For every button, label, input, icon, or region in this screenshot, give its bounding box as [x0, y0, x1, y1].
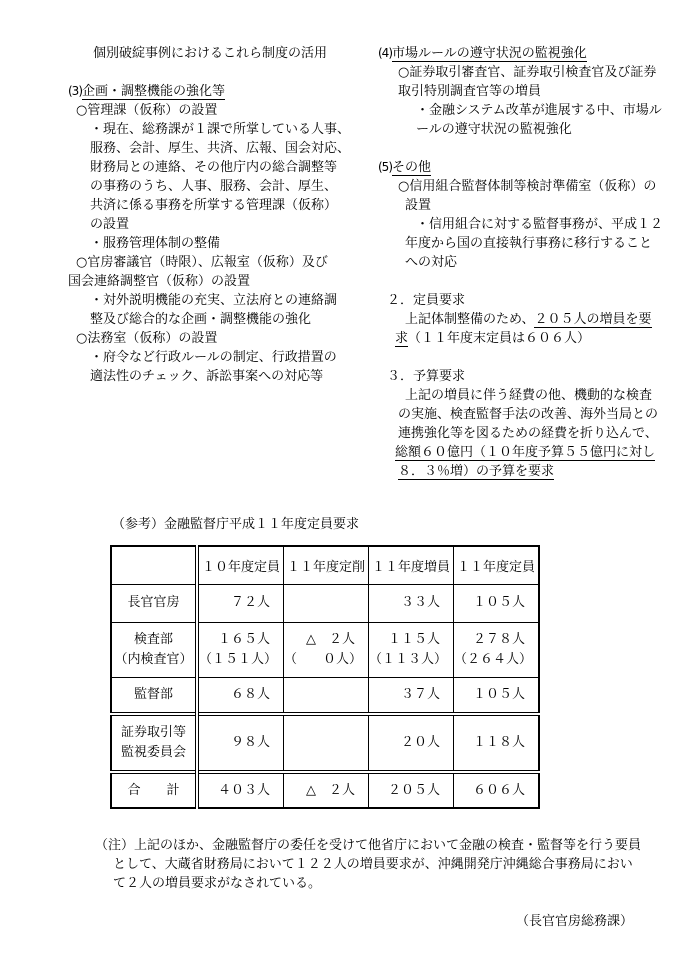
text-line	[378, 196, 682, 215]
text-line	[378, 443, 682, 462]
value-cell: ６０６人	[454, 772, 540, 808]
text-line	[378, 234, 682, 253]
text-segment: ○官房審議官（時限）、広報室（仮称）及び	[76, 255, 328, 270]
value-cell: ４０３人	[197, 772, 284, 808]
text-segment: 服務、会計、厚生、共済、広報、国会対応、	[90, 141, 351, 156]
text-segment: の設置	[90, 217, 130, 232]
text-segment: 適法性のチェック、訴訟事案への対応等	[90, 369, 324, 384]
text-segment: ○証券取引審査官、証券取引検査官及び証券	[398, 65, 657, 80]
row-label-cell: 監督部	[111, 677, 197, 714]
row-label-cell: 合 計	[111, 772, 197, 808]
text-line	[378, 367, 682, 386]
text-segment: 連携強化等を図るための経費を折り込んで、	[398, 426, 658, 441]
text-line	[60, 63, 376, 82]
text-segment: 取引特別調査官等の増員	[398, 84, 542, 99]
text-segment: 求	[395, 331, 409, 346]
text-segment: 個別破綻事例におけるこれら制度の活用	[93, 46, 328, 61]
text-line	[60, 348, 376, 367]
text-line	[378, 424, 682, 443]
value-cell: ３７人	[369, 677, 454, 714]
staffing-request-table	[110, 545, 540, 809]
list-marker: (4)	[378, 46, 392, 60]
text-segment: 総額６０億円（１０年度予算５５億円に対し	[395, 445, 656, 460]
text-segment: その他	[392, 160, 432, 175]
text-line	[60, 367, 376, 386]
table-header-cell: １０年度定員	[197, 546, 284, 584]
text-line	[60, 158, 376, 177]
text-segment: 国会連絡調整官（仮称）の設置	[68, 274, 251, 289]
text-segment: ールの遵守状況の監視強化	[416, 122, 572, 137]
value-cell: ２０人	[369, 714, 454, 772]
value-cell: ９８人	[197, 714, 284, 772]
text-segment: 市場ルールの遵守状況の監視強化	[392, 46, 587, 61]
signature: （長官官房総務課）	[516, 914, 634, 929]
text-line	[60, 139, 376, 158]
footnote	[95, 836, 655, 893]
table-caption: （参考）金融監督庁平成１１年度定員要求	[112, 517, 360, 532]
value-cell: １６５人 （１５１人）	[197, 622, 284, 677]
value-cell: ３３人	[369, 584, 454, 622]
row-label-cell: 検査部 （内検査官）	[111, 622, 197, 677]
value-cell	[284, 677, 369, 714]
text-segment: ・現在、総務課が１課で所掌している人事、	[90, 122, 351, 137]
text-line	[60, 215, 376, 234]
row-label-cell: 長官官房	[111, 584, 197, 622]
text-line	[378, 329, 682, 348]
text-line	[95, 836, 655, 855]
text-line	[60, 101, 376, 120]
text-segment: ・対外説明機能の充実、立法府との連絡調	[90, 293, 338, 308]
text-segment: ○信用組合監督体制等検討準備室（仮称）の	[398, 179, 657, 194]
text-line	[378, 405, 682, 424]
text-line	[60, 196, 376, 215]
text-line	[60, 253, 376, 272]
text-line	[378, 291, 682, 310]
text-segment: への対応	[405, 255, 458, 270]
table-header-cell	[111, 546, 197, 584]
text-segment: ・信用組合に対する監督事務が、平成１２	[416, 217, 664, 232]
text-segment: て２人の増員要求がなされている。	[113, 876, 322, 891]
text-segment: ３．予算要求	[387, 369, 466, 384]
text-segment: ２．定員要求	[387, 293, 466, 308]
text-line	[378, 177, 682, 196]
value-cell: １１８人	[454, 714, 540, 772]
table-row	[111, 772, 539, 808]
text-segment: 整及び総合的な企画・調整機能の強化	[90, 312, 312, 327]
table-row	[111, 677, 539, 714]
table-header-cell: １１年度定削	[284, 546, 369, 584]
table-header-cell: １１年度定員	[454, 546, 540, 584]
text-segment: 財務局との連絡、その他庁内の総合調整等	[90, 160, 338, 175]
text-segment: の実施、検査監督手法の改善、海外当局との	[398, 407, 659, 422]
text-line	[378, 215, 682, 234]
text-line	[60, 82, 376, 101]
text-line	[60, 234, 376, 253]
text-line	[378, 158, 682, 177]
text-segment: （注）上記のほか、金融監督庁の委任を受けて他省庁において金融の検査・監督等を行う要員	[95, 838, 642, 853]
right-text-column	[378, 44, 682, 481]
text-line	[60, 272, 376, 291]
value-cell: ２０５人	[369, 772, 454, 808]
text-line	[378, 348, 682, 367]
text-line	[378, 120, 682, 139]
value-cell: ７２人	[197, 584, 284, 622]
text-segment: ○法務室（仮称）の設置	[76, 331, 218, 346]
text-line	[60, 310, 376, 329]
text-segment: ８．３％増）の予算を要求	[398, 464, 555, 479]
text-line	[378, 462, 682, 481]
list-marker: (3)	[68, 84, 82, 98]
table-row	[111, 714, 539, 772]
text-line	[378, 139, 682, 158]
text-segment: 企画・調整機能の強化等	[82, 84, 226, 99]
text-segment: ・府令など行政ルールの制定、行政措置の	[90, 350, 337, 365]
text-line	[378, 272, 682, 291]
text-line	[95, 874, 655, 893]
text-line	[378, 253, 682, 272]
value-cell: △ ２人 （ ０人）	[284, 622, 369, 677]
text-segment: 上記の増員に伴う経費の他、機動的な検査	[405, 388, 653, 403]
value-cell: １０５人	[454, 584, 540, 622]
row-label-cell: 証券取引等 監視委員会	[111, 714, 197, 772]
left-text-column	[60, 44, 376, 386]
value-cell: １１５人 （１１３人）	[369, 622, 454, 677]
text-line	[60, 120, 376, 139]
text-segment: として、大蔵省財務局において１２２人の増員要求が、沖縄開発庁沖縄総合事務局におい	[113, 857, 633, 872]
text-segment: ・金融システム改革が進展する中、市場ル	[416, 103, 662, 118]
value-cell	[284, 584, 369, 622]
table-row	[111, 584, 539, 622]
value-cell: ２７８人 （２６４人）	[454, 622, 540, 677]
table-row	[111, 622, 539, 677]
value-cell: １０５人	[454, 677, 540, 714]
value-cell: △ ２人	[284, 772, 369, 808]
table-header-cell: １１年度増員	[369, 546, 454, 584]
text-line	[378, 310, 682, 329]
list-marker: (5)	[378, 160, 392, 174]
table-header-row	[111, 546, 539, 584]
text-line	[60, 329, 376, 348]
text-line	[378, 44, 682, 63]
text-segment: ・服務管理体制の整備	[90, 236, 221, 251]
text-segment: 上記体制整備のため、	[405, 312, 535, 327]
text-line	[60, 177, 376, 196]
text-segment: 年度から国の直接執行事務に移行すること	[405, 236, 653, 251]
text-segment: の事務のうち、人事、服務、会計、厚生、	[90, 179, 338, 194]
text-segment: 共済に係る事務を所掌する管理課（仮称）	[90, 198, 338, 213]
value-cell	[284, 714, 369, 772]
text-segment: ○管理課（仮称）の設置	[76, 103, 218, 118]
text-segment: ２０５人の増員を要	[534, 312, 652, 327]
text-line	[60, 44, 376, 63]
value-cell: ６８人	[197, 677, 284, 714]
text-segment: 設置	[405, 198, 432, 213]
text-segment: （１１年度末定員は６０６人）	[408, 331, 591, 346]
text-line	[378, 101, 682, 120]
text-line	[95, 855, 655, 874]
text-line	[378, 82, 682, 101]
text-line	[60, 291, 376, 310]
text-line	[378, 386, 682, 405]
text-line	[378, 63, 682, 82]
